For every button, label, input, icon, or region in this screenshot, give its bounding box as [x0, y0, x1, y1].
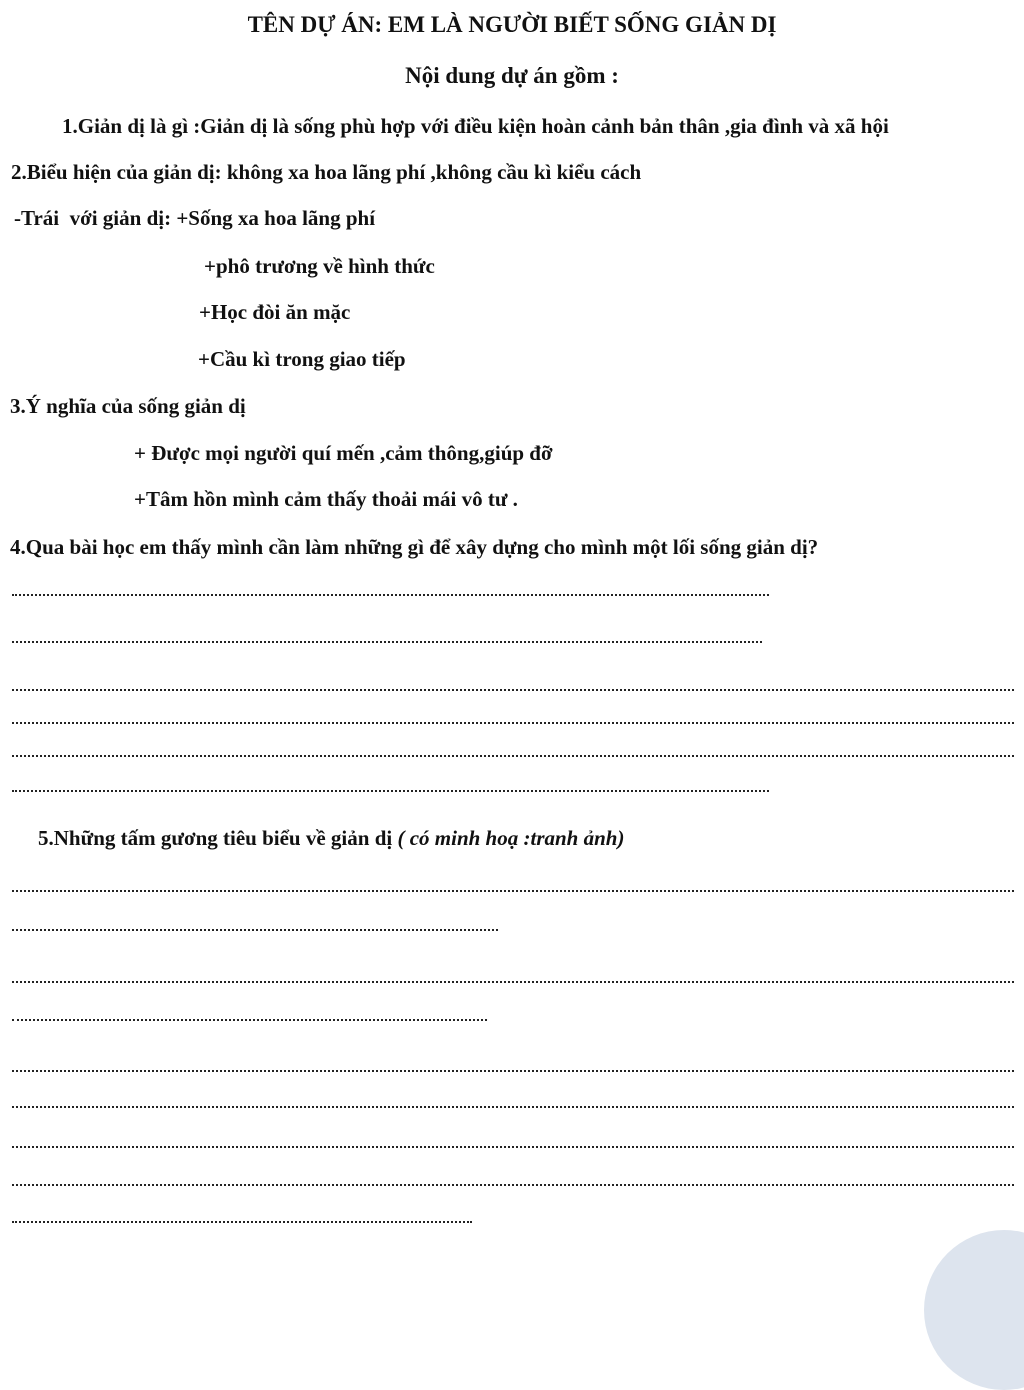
answer-line — [12, 1106, 1014, 1108]
opposite-point-1: +phô trương về hình thức — [204, 254, 435, 278]
answer-line — [12, 1146, 1014, 1148]
item-5-heading — [38, 825, 624, 851]
answer-line — [12, 1019, 487, 1021]
answer-line — [12, 755, 1014, 757]
document-title: TÊN DỰ ÁN: EM LÀ NGƯỜI BIẾT SỐNG GIẢN DỊ — [247, 12, 777, 37]
answer-line — [12, 790, 769, 792]
item-3-point-1: + Được mọi người quí mến ,cảm thông,giúp đỡ — [134, 441, 553, 465]
item-4-question: 4.Qua bài học em thấy mình cần làm những gì để xây dựng cho mình một lối sống giản dị? — [10, 535, 819, 559]
document-subtitle: Nội dung dự án gồm : — [405, 63, 619, 88]
opposite-point-3: +Cầu kì trong giao tiếp — [198, 347, 406, 371]
answer-line — [12, 641, 762, 643]
corner-decoration — [924, 1230, 1024, 1390]
answer-line — [12, 722, 1014, 724]
answer-line — [12, 1184, 1014, 1186]
opposite-label: -Trái với giản dị: +Sống xa hoa lãng phí — [14, 206, 376, 230]
answer-line — [12, 689, 1014, 691]
answer-line — [12, 1221, 472, 1223]
item-2-expression: 2.Biểu hiện của giản dị: không xa hoa lãng phí ,không cầu kì kiểu cách — [11, 160, 642, 184]
answer-line — [12, 929, 498, 931]
opposite-point-2: +Học đòi ăn mặc — [199, 300, 351, 324]
item-1-definition: 1.Giản dị là gì :Giản dị là sống phù hợp với điều kiện hoàn cảnh bản thân ,gia đình và xã hội — [62, 114, 889, 138]
answer-line — [12, 981, 1014, 983]
answer-line — [12, 890, 1014, 892]
item-3-heading: 3.Ý nghĩa của sống giản dị — [10, 394, 246, 418]
item-3-point-2: +Tâm hồn mình cảm thấy thoải mái vô tư . — [134, 487, 518, 511]
answer-line — [12, 594, 769, 596]
item-5-heading-text: 5.Những tấm gương tiêu biểu về giản dị — [38, 826, 393, 850]
item-5-note: ( có minh hoạ :tranh ảnh) — [397, 826, 625, 850]
answer-line — [12, 1070, 1014, 1072]
